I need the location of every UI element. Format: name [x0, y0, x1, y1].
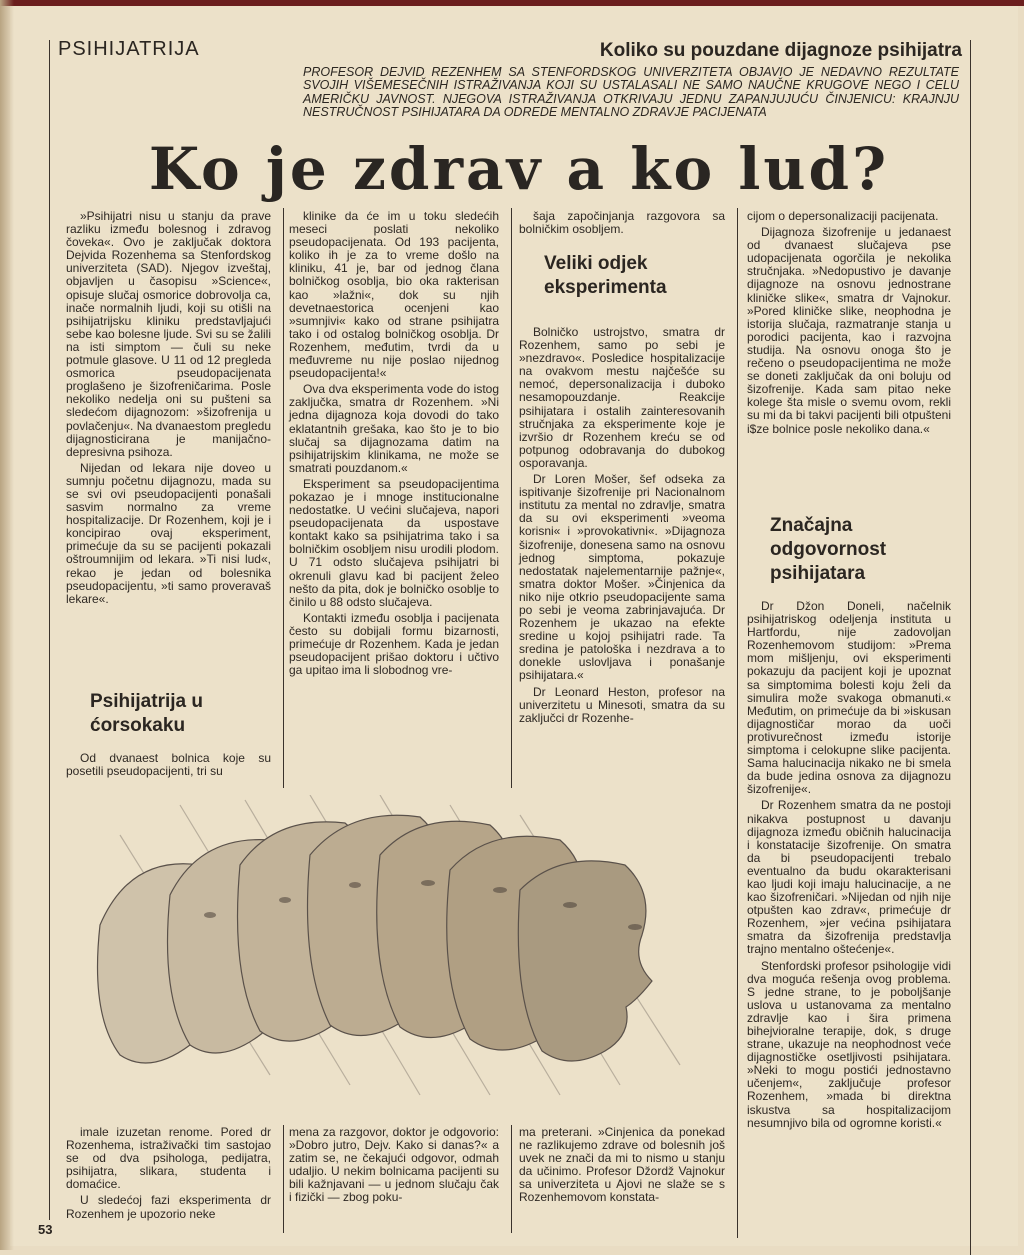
column-3-top — [519, 210, 725, 236]
section-label: PSIHIJATRIJA — [58, 38, 200, 60]
paragraph: »Psihijatri nisu u stanju da prave razliku između bolesnog i zdravog čoveka«. Ovo je zaključak doktora Dejvida Rozenhema sa Stenfordskog univerziteta (SAD). Njegov izveštaj, objavljen u časopisu »Science«, opisuje slučaj osmorice dobrovolja ca, inače normalnih ljudi, koji su otišli na psihijatrijsku kliniku predstavljajući sebe kao bolesne ljude. Svi su se žalili na isti simptom — čuli su neke potmule glasove. U 11 od 12 pregleda osmorica pseudopacijenata proglašeno je šizofreničarima. Posle nekoliko nedelja oni su pušteni sa sledećom dijagnozom: »šizofrenija u povlačenju«. Na dvanaestom pregledu dijagnosticirana je manijačno-depresivna psihoza. — [66, 209, 271, 459]
paragraph: Dr Rozenhem smatra da ne postoji nikakva postupnost u davanju dijagnoza između običnih halucinacija i konstatacije šizofrenije. On smatra da bi pseudopacijenti trebalo eventualno da budu okarakterisani kao ljudi koji imaju halucinacije, a ne kao šizofreničari. »Nijedan od njih nije otpušten kao zdrav«, primećuje dr Rozenhem, »jer većina psihijatara smatra da šizofrenija predstavlja trajno mentalno oštećenje«. — [747, 798, 951, 957]
paragraph: Stenfordski profesor psihologije vidi dva moguća rešenja ovog problema. S jedne strane, to je poboljšanje uslova u ustanovama za mentalno zdravlje kao i šira primena bihejvioralne terapije, dok, s druge strane, ukazuje na neophodnost veće dijagnostičke osetljivosti psihijatara. »Neki to mogu postići jednostavno učenjem«, zaključuje profesor Rozenhem, »mada bi direktna iskustva sa hospitalizacijom nesumnjivo bila od ogromne koristi.« — [747, 958, 951, 1130]
paragraph: šaja započinjanja razgovora sa bolničkim osobljem. — [519, 209, 725, 237]
paragraph: ma preterani. »Cinjenica da ponekad ne razlikujemo zdrave od bolesnih još uvek ne znači da mi to nismo u stanju da učinimo. Profesor Džordž Vajnokur sa univerziteta u Ajovi ne slaže se s Rozenhemovom konstata- — [519, 1125, 725, 1205]
page-number: 53 — [38, 1222, 53, 1237]
paragraph: Nijedan od lekara nije doveo u sumnju početnu dijagnozu, mada su se svi ovi pseudopacijenti ponašali sasvim normalno za vreme hospitalizacije. Dr Rozenhem, koji je i koncipirao ovaj eksperiment, primećuje da su se pacijenti pokazali oštroumnijim od lekara. »Ti nisi lud«, rekao je jedan od bolesnika pseudopacijentu, »ti samo proveravaš lekare«. — [66, 460, 271, 606]
binding-shadow — [0, 0, 14, 1250]
column-1-tail — [66, 752, 271, 778]
bottom-column-3 — [519, 1126, 725, 1205]
paragraph: Eksperiment sa pseudopacijentima pokazao je i mnoge institucionalne nedostatke. U većini slučajeva, napori pseudopacijenata da uspostave kontakt kako sa psihijatrima tako i sa bolničkim osobljem nisu urodili plodom. U 71 odsto slučajeva psihijatri bi okrenuli glavu kad bi pacijent želeo nešto da pita, dok je bolničko osoblje to činilo u 88 odsto slučajeva. — [289, 476, 499, 609]
paragraph: Dijagnoza šizofrenije u jedanaest od dvanaest slučajeva pse udopacijenata ogorčila je nekolika stručnjaka. »Nedopustivo je davanje dijagnoze na osnovu jednostrane kliničke slike«, smatra dr Vajnokur. »Pored kliničke slike, neophodna je istorija slučaja, razmatranje stanja u porodici pacijenta, kao i razvojna studija. Na osnovu onoga što je rečeno o pseudopacijentima ne može se doneti zaključak da oni boluju od šizofrenije. Kada sam pitao neke kolege šta misle o svemu ovom, rekli su mi da bi takvi pacijenti bili otpušteni i$ze bolnice posle nekoliko dana.« — [747, 225, 951, 436]
paragraph: Dr Leonard Heston, profesor na univerzitetu u Minesoti, smatra da su zaključci dr Rozenhe- — [519, 684, 725, 725]
subheading: Psihijatrija u ćorsokaku — [90, 691, 203, 736]
paragraph: Dr Loren Mošer, šef odseka za ispitivanje šizofrenije pri Nacionalnom institutu za mental no zdravlje, smatra da su ovi eksperimenti »veoma korisni« i »provokativni«. »Dijagnoza šizofrenije, donesena samo na osnovu jednog simptoma, pokazuje nedostatak najelementarnije pažnje«, smatra doktor Mošer. »Činjenica da niko nije otkrio pseudopacijente sama po sebi je veoma zabrinjavajuća. Dr Rozenhem je ukazao na efekte sredine u kojoj psihijatri rade. Ta sredina je patološka i nezdrava a to donekle uslovljava i ponašanje psihijatara.« — [519, 472, 725, 683]
column-rule-3 — [737, 208, 738, 1238]
column-rule-5 — [511, 1125, 512, 1233]
paragraph: Kontakti između osoblja i pacijenata često su dobijali formu bizarnosti, primećuje dr Rozenhem. Kada je jedan pseudopacijent prišao doktoru i učtivo ga upitao ima li slobodnog vre- — [289, 610, 499, 678]
subheading: Veliki odjek eksperimenta — [544, 253, 667, 298]
bottom-column-1 — [66, 1126, 271, 1221]
column-3 — [519, 326, 725, 725]
left-rule — [49, 40, 50, 1220]
paragraph: cijom o depersonalizaciji pacijenata. — [747, 209, 939, 223]
column-rule-4 — [283, 1125, 284, 1233]
column-2 — [289, 210, 499, 677]
article-dek: PROFESOR DEJVID REZENHEM SA STENFORDSKOG UNIVERZITETA OBJAVIO JE NEDAVNO REZULTATE SVOJIH VIŠEMESEČNIH ISTRAŽIVANJA KOJI SU USTALASALI NE SAMO NAUČNE KRUGOVE NEGO I CELU AMERIČKU JAVNOST. NJEGOVA ISTRAŽIVANJA OTKRIVAJU JEDNU ZAPANJUJUĆU ČINJENICU: KRAJNJU NESTRUČNOST PSIHIJATARA DA ODREDE MENTALNO ZDRAVJE PACIJENATA — [303, 65, 959, 120]
paragraph: Ova dva eksperimenta vode do istog zaključka, smatra dr Rozenhem. »Ni jedna dijagnoza koja dovodi do tako eklatantnih grešaka, kao što je to bio slučaj sa dijagnozama datim na psihijatrijskim klinikama, ne može se smatrati pouzdanom.« — [289, 382, 499, 475]
paragraph: klinike da će im u toku sledećih meseci poslati nekoliko pseudopacijenata. Od 193 pacijenta, koliko ih je za to vreme došlo na kliniku, 41 je, bar od jednog člana bolničkog osoblja, bio oka rakterisan kao »lažni«, dok su njih devetnaestorica ocenjeni kao »sumnjivi« kako od strane psihijatra tako i od ostalog bolničkog osoblja. Dr Rozenhem, međutim, tvrdi da u međuvreme nu nije poslao nijednog pseudopacijenta!« — [289, 209, 499, 381]
bottom-column-2 — [289, 1126, 499, 1205]
right-rule — [970, 40, 971, 1255]
paragraph: U sledećoj fazi eksperimenta dr Rozenhem je upozorio neke — [66, 1193, 271, 1221]
column-4-top — [747, 210, 951, 436]
column-1 — [66, 210, 271, 606]
faces-illustration — [60, 795, 728, 1117]
kicker-title: Koliko su pouzdane dijagnoze psihijatra — [599, 40, 962, 61]
column-rule-2 — [511, 208, 512, 788]
paragraph: mena za razgovor, doktor je odgovorio: »Dobro jutro, Dejv. Kako si danas?« a zatim se, ne čekajući odgovor, odmah udaljio. U nekim bolnicama pacijenti su bili kažnjavani — u jednom slučaju čak i fizički — zbog poku- — [289, 1125, 499, 1205]
paragraph: Dr Džon Doneli, načelnik psihijatriskog odeljenja instituta u Hartfordu, nije zadovoljan Rozenhemovom studijom: »Prema mom mišljenju, ovi eksperimenti pokazuju da pacijent koji je upoznat sa simptomima bolesti koju želi da simulira može svakoga obmanuti.« Međutim, on primećuje da bi »iskusan dijagnostičar morao da uoči protivurečnost između istorije simptoma i celokupne slike pacijenta. Sama halucinacija nikako ne bi smela da bude jedina osnova za dijagnozu šizofrenije«. — [747, 599, 951, 797]
paragraph: imale izuzetan renome. Pored dr Rozenhema, istraživački tim sastojao se od dva psihologa, pedijatra, psihijatra, slikara, studenta i domaćice. — [66, 1125, 271, 1192]
column-rule-1 — [283, 208, 284, 788]
subheading: Značajna odgovornost psihijatara — [770, 515, 887, 584]
paragraph: Bolničko ustrojstvo, smatra dr Rozenhem, samo po sebi je »nezdravo«. Posledice hospitalizacije na ovakvom mestu najčešće su nemoć, depersonalizacija i duboko nesamopouzdanje. Reakcije psihijatara i ostalih zainteresovanih stručnjaka za eksperimente koje je izvršio dr Rozenhem kreću se od potpunog odobravanja do dubokog osporavanja. — [519, 325, 725, 470]
column-4 — [747, 600, 951, 1130]
paragraph: Od dvanaest bolnica koje su posetili pseudopacijenti, tri su — [66, 751, 271, 779]
headline: Ko je zdrav a ko lud? — [148, 135, 890, 203]
